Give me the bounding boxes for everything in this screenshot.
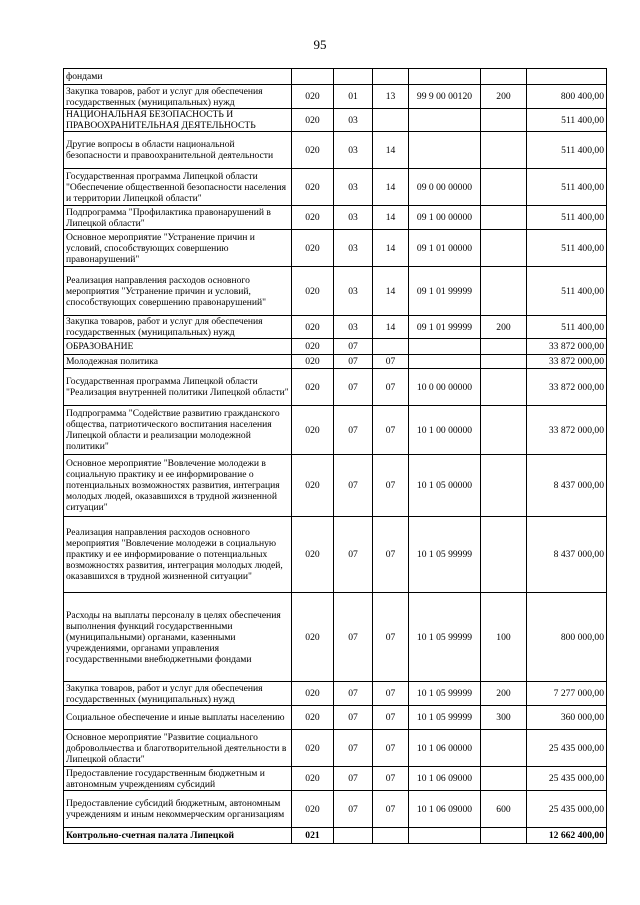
cell-sum: 511 400,00 xyxy=(527,267,607,316)
cell-sum: 511 400,00 xyxy=(527,206,607,230)
cell-podr: 07 xyxy=(373,369,409,406)
cell-ved: 020 xyxy=(292,406,334,455)
table-row xyxy=(64,767,607,791)
cell-sum: 511 400,00 xyxy=(527,169,607,206)
cell-podr: 07 xyxy=(373,767,409,791)
cell-vr: 100 xyxy=(481,593,527,682)
cell-vr xyxy=(481,517,527,593)
table-row xyxy=(64,230,607,267)
cell-sum: 33 872 000,00 xyxy=(527,339,607,355)
cell-ved: 020 xyxy=(292,791,334,828)
cell-ved: 020 xyxy=(292,369,334,406)
cell-csr: 09 1 01 99999 xyxy=(409,316,481,339)
cell-razd: 07 xyxy=(334,455,373,517)
cell-sum: 511 400,00 xyxy=(527,132,607,169)
cell-vr xyxy=(481,109,527,132)
cell-razd: 07 xyxy=(334,767,373,791)
cell-ved: 020 xyxy=(292,682,334,706)
cell-csr xyxy=(409,109,481,132)
cell-sum xyxy=(527,69,607,85)
cell-csr xyxy=(409,339,481,355)
row-name: Реализация направления расходов основного мероприятия "Устранение причин и условий, способствующих совершению правонарушений" xyxy=(64,267,292,316)
table-row xyxy=(64,132,607,169)
cell-sum: 800 000,00 xyxy=(527,593,607,682)
table-row xyxy=(64,109,607,132)
row-name: Другие вопросы в области национальной безопасности и правоохранительной деятельности xyxy=(64,132,292,169)
table-row xyxy=(64,682,607,706)
cell-csr: 09 1 01 99999 xyxy=(409,267,481,316)
cell-csr: 09 0 00 00000 xyxy=(409,169,481,206)
row-name: Социальное обеспечение и иные выплаты населению xyxy=(64,706,292,730)
cell-podr: 14 xyxy=(373,206,409,230)
cell-vr: 200 xyxy=(481,682,527,706)
cell-podr xyxy=(373,339,409,355)
cell-sum: 33 872 000,00 xyxy=(527,355,607,369)
row-name: Государственная программа Липецкой области "Реализация внутренней политики Липецкой области" xyxy=(64,369,292,406)
cell-podr: 07 xyxy=(373,706,409,730)
cell-podr: 14 xyxy=(373,316,409,339)
cell-podr: 07 xyxy=(373,355,409,369)
cell-vr xyxy=(481,169,527,206)
cell-ved: 020 xyxy=(292,206,334,230)
cell-ved: 020 xyxy=(292,730,334,767)
cell-vr xyxy=(481,267,527,316)
cell-razd: 07 xyxy=(334,730,373,767)
cell-csr: 10 1 05 99999 xyxy=(409,682,481,706)
cell-podr: 07 xyxy=(373,730,409,767)
cell-csr xyxy=(409,828,481,844)
cell-csr xyxy=(409,132,481,169)
cell-vr: 200 xyxy=(481,316,527,339)
cell-sum: 7 277 000,00 xyxy=(527,682,607,706)
cell-vr: 600 xyxy=(481,791,527,828)
cell-csr xyxy=(409,355,481,369)
row-name: Реализация направления расходов основного мероприятия "Вовлечение молодежи в социальную практику и ее информирование о потенциальных возможностях развития, интеграция молодых людей, оказавшихся в трудной жизненной ситуации" xyxy=(64,517,292,593)
row-name: Государственная программа Липецкой области "Обеспечение общественной безопасности населения и территории Липецкой области" xyxy=(64,169,292,206)
cell-sum: 25 435 000,00 xyxy=(527,767,607,791)
table-row xyxy=(64,593,607,682)
row-name: фондами xyxy=(64,69,292,85)
table-row-total xyxy=(64,828,607,844)
row-name: Подпрограмма "Содействие развитию гражданского общества, патриотического воспитания населения Липецкой области и реализации молодежной политики" xyxy=(64,406,292,455)
row-name: Закупка товаров, работ и услуг для обеспечения государственных (муниципальных) нужд xyxy=(64,682,292,706)
cell-vr xyxy=(481,455,527,517)
cell-ved: 020 xyxy=(292,517,334,593)
row-name: Закупка товаров, работ и услуг для обеспечения государственных (муниципальных) нужд xyxy=(64,85,292,109)
cell-podr: 07 xyxy=(373,593,409,682)
cell-podr: 14 xyxy=(373,169,409,206)
cell-ved: 020 xyxy=(292,132,334,169)
table-row xyxy=(64,706,607,730)
cell-razd: 03 xyxy=(334,267,373,316)
cell-podr: 14 xyxy=(373,132,409,169)
cell-sum: 8 437 000,00 xyxy=(527,517,607,593)
cell-csr: 09 1 00 00000 xyxy=(409,206,481,230)
cell-vr xyxy=(481,132,527,169)
cell-vr xyxy=(481,355,527,369)
cell-vr xyxy=(481,406,527,455)
cell-podr: 14 xyxy=(373,230,409,267)
cell-csr: 99 9 00 00120 xyxy=(409,85,481,109)
table-row xyxy=(64,355,607,369)
cell-podr: 14 xyxy=(373,267,409,316)
cell-sum: 360 000,00 xyxy=(527,706,607,730)
cell-podr: 07 xyxy=(373,517,409,593)
cell-csr: 10 1 00 00000 xyxy=(409,406,481,455)
row-name: НАЦИОНАЛЬНАЯ БЕЗОПАСНОСТЬ И ПРАВООХРАНИТЕЛЬНАЯ ДЕЯТЕЛЬНОСТЬ xyxy=(64,109,292,132)
cell-razd: 07 xyxy=(334,682,373,706)
cell-ved: 020 xyxy=(292,169,334,206)
cell-razd: 03 xyxy=(334,109,373,132)
cell-razd: 01 xyxy=(334,85,373,109)
cell-podr xyxy=(373,69,409,85)
cell-csr: 10 1 06 09000 xyxy=(409,767,481,791)
cell-vr xyxy=(481,828,527,844)
cell-vr: 200 xyxy=(481,85,527,109)
cell-ved: 020 xyxy=(292,339,334,355)
cell-sum: 511 400,00 xyxy=(527,316,607,339)
cell-ved: 020 xyxy=(292,267,334,316)
table-row xyxy=(64,517,607,593)
cell-ved: 020 xyxy=(292,109,334,132)
cell-sum: 33 872 000,00 xyxy=(527,369,607,406)
cell-ved: 020 xyxy=(292,706,334,730)
cell-razd: 03 xyxy=(334,316,373,339)
cell-sum: 511 400,00 xyxy=(527,230,607,267)
table-row xyxy=(64,455,607,517)
cell-csr: 10 1 05 99999 xyxy=(409,517,481,593)
cell-razd xyxy=(334,828,373,844)
cell-ved: 020 xyxy=(292,230,334,267)
cell-razd: 07 xyxy=(334,791,373,828)
table-row xyxy=(64,169,607,206)
cell-sum: 800 400,00 xyxy=(527,85,607,109)
cell-razd: 03 xyxy=(334,206,373,230)
cell-podr: 07 xyxy=(373,406,409,455)
cell-podr: 13 xyxy=(373,85,409,109)
page-number: 95 xyxy=(313,37,327,52)
table-row xyxy=(64,406,607,455)
cell-ved: 020 xyxy=(292,85,334,109)
table-row xyxy=(64,339,607,355)
cell-csr: 10 1 05 00000 xyxy=(409,455,481,517)
cell-razd: 07 xyxy=(334,517,373,593)
cell-ved: 020 xyxy=(292,316,334,339)
cell-razd: 07 xyxy=(334,339,373,355)
row-name: ОБРАЗОВАНИЕ xyxy=(64,339,292,355)
cell-podr: 07 xyxy=(373,682,409,706)
cell-sum: 33 872 000,00 xyxy=(527,406,607,455)
row-name: Основное мероприятие "Вовлечение молодежи в социальную практику и ее информирование о потенциальных возможностях развития, интеграция молодых людей, оказавшихся в трудной жизненной ситуации" xyxy=(64,455,292,517)
cell-podr xyxy=(373,828,409,844)
cell-csr: 09 1 01 00000 xyxy=(409,230,481,267)
cell-ved: 020 xyxy=(292,767,334,791)
cell-csr: 10 1 06 09000 xyxy=(409,791,481,828)
budget-table xyxy=(63,68,607,844)
cell-csr xyxy=(409,69,481,85)
cell-razd: 07 xyxy=(334,369,373,406)
table-row xyxy=(64,69,607,85)
row-name: Основное мероприятие "Устранение причин и условий, способствующих совершению правонарушений" xyxy=(64,230,292,267)
cell-ved xyxy=(292,69,334,85)
row-name: Молодежная политика xyxy=(64,355,292,369)
row-name: Расходы на выплаты персоналу в целях обеспечения выполнения функций государственными (муниципальными) органами, казенными учреждениями, органами управления государственными внебюджетными фондами xyxy=(64,593,292,682)
cell-razd: 03 xyxy=(334,230,373,267)
cell-razd: 07 xyxy=(334,593,373,682)
cell-razd: 03 xyxy=(334,169,373,206)
cell-razd xyxy=(334,69,373,85)
cell-ved: 020 xyxy=(292,593,334,682)
row-name: Предоставление субсидий бюджетным, автономным учреждениям и иным некоммерческим организациям xyxy=(64,791,292,828)
cell-podr xyxy=(373,109,409,132)
cell-razd: 03 xyxy=(334,132,373,169)
table-row xyxy=(64,206,607,230)
table-row xyxy=(64,791,607,828)
row-name: Предоставление государственным бюджетным и автономным учреждениям субсидий xyxy=(64,767,292,791)
cell-csr: 10 1 06 00000 xyxy=(409,730,481,767)
row-name: Контрольно-счетная палата Липецкой xyxy=(64,828,292,844)
table-row xyxy=(64,85,607,109)
cell-vr xyxy=(481,230,527,267)
cell-vr xyxy=(481,767,527,791)
cell-podr: 07 xyxy=(373,455,409,517)
table-row xyxy=(64,267,607,316)
row-name: Подпрограмма "Профилактика правонарушений в Липецкой области" xyxy=(64,206,292,230)
row-name: Закупка товаров, работ и услуг для обеспечения государственных (муниципальных) нужд xyxy=(64,316,292,339)
cell-vr xyxy=(481,69,527,85)
cell-csr: 10 1 05 99999 xyxy=(409,593,481,682)
cell-ved: 020 xyxy=(292,455,334,517)
cell-razd: 07 xyxy=(334,706,373,730)
table-row xyxy=(64,730,607,767)
cell-sum: 12 662 400,00 xyxy=(527,828,607,844)
cell-ved: 020 xyxy=(292,355,334,369)
cell-razd: 07 xyxy=(334,355,373,369)
cell-ved: 021 xyxy=(292,828,334,844)
row-name: Основное мероприятие "Развитие социального добровольчества и благотворительной деятельности в Липецкой области" xyxy=(64,730,292,767)
cell-sum: 25 435 000,00 xyxy=(527,730,607,767)
cell-vr xyxy=(481,339,527,355)
cell-csr: 10 1 05 99999 xyxy=(409,706,481,730)
cell-vr: 300 xyxy=(481,706,527,730)
cell-podr: 07 xyxy=(373,791,409,828)
table-row xyxy=(64,369,607,406)
cell-sum: 8 437 000,00 xyxy=(527,455,607,517)
cell-vr xyxy=(481,206,527,230)
cell-razd: 07 xyxy=(334,406,373,455)
table-row xyxy=(64,316,607,339)
cell-vr xyxy=(481,369,527,406)
cell-sum: 511 400,00 xyxy=(527,109,607,132)
cell-csr: 10 0 00 00000 xyxy=(409,369,481,406)
cell-vr xyxy=(481,730,527,767)
cell-sum: 25 435 000,00 xyxy=(527,791,607,828)
